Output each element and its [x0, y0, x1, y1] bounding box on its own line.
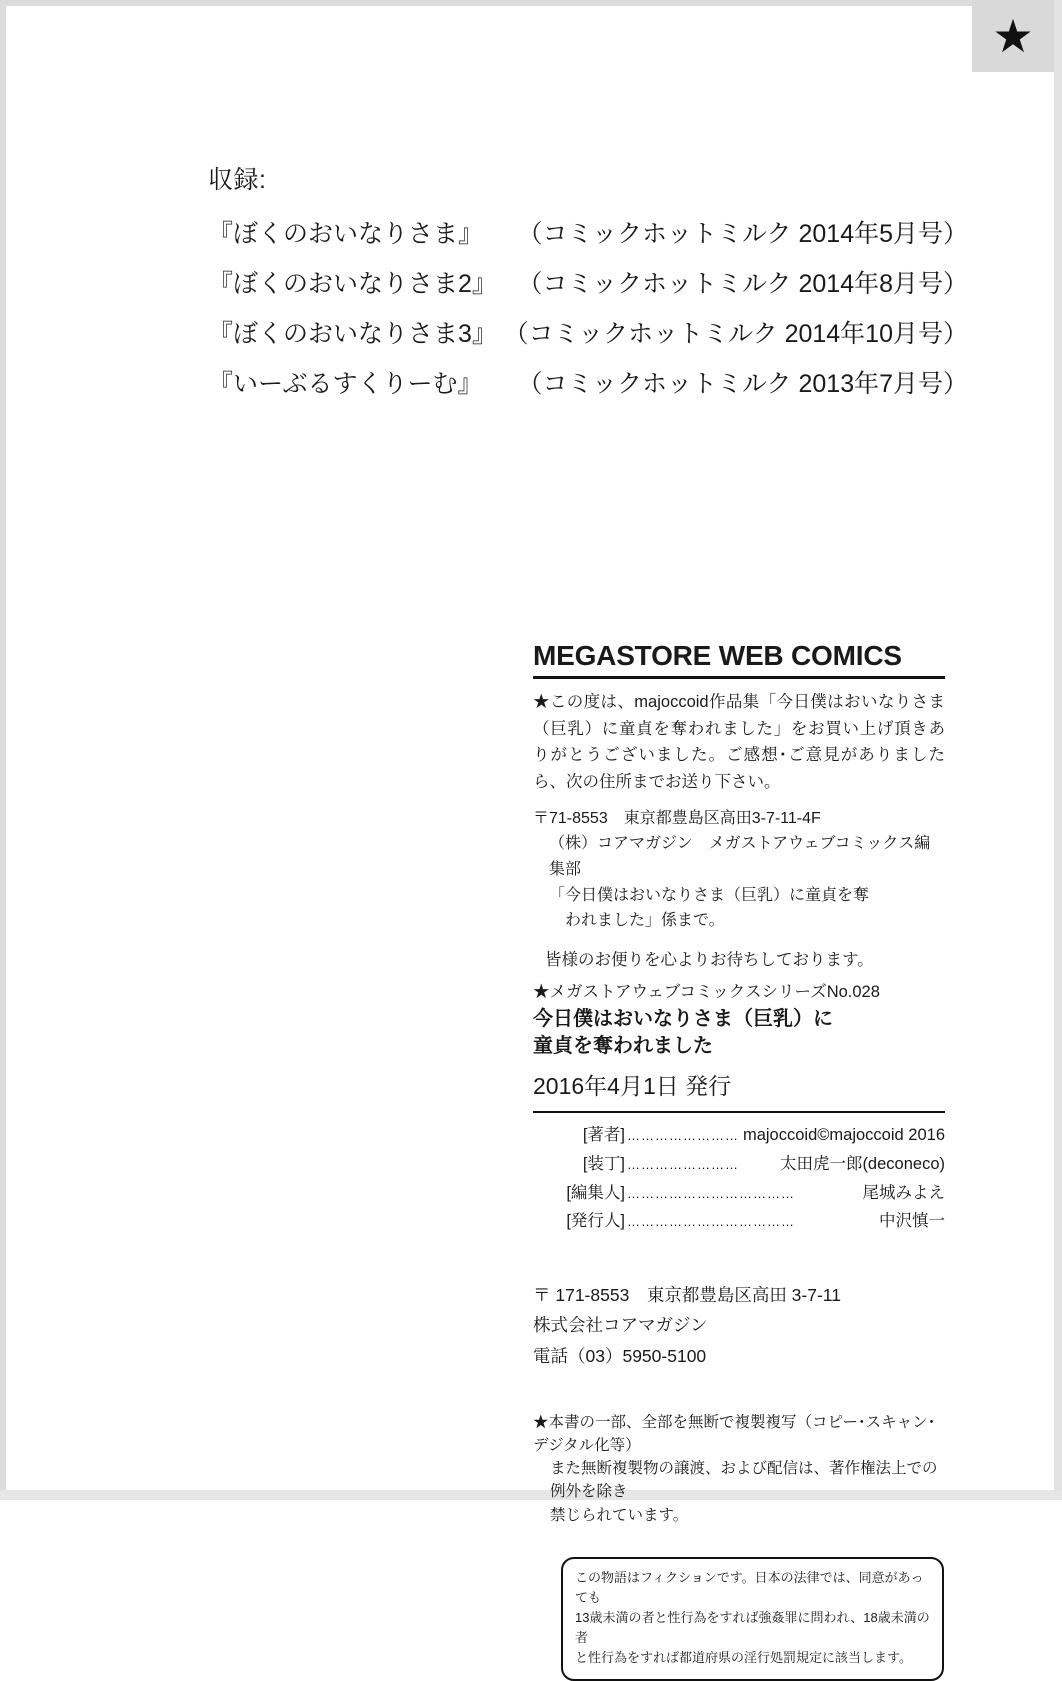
page-edge-top [0, 0, 1062, 6]
page-edge-left [0, 0, 6, 1500]
contents-row [208, 264, 968, 300]
contents-title: 『いーぶるすくりーむ』 [208, 370, 483, 398]
star-tab [972, 0, 1054, 72]
contents-source: （コミックホットミルク 2014年10月号） [503, 320, 968, 348]
credit-dots: …………………… [627, 1127, 739, 1143]
credit-dots: ……………………………… [627, 1214, 795, 1230]
publisher-line: 株式会社コアマガジン [533, 1315, 708, 1336]
star-icon: ★ [992, 10, 1034, 62]
thanks-paragraph: ★この度は、majoccoid作品集「今日僕はおいなりさま（巨乳）に童貞を奪われました」をお買い上げ頂きありがとうございました。ご感想･ご意見がありましたら、次の住所までお送り下さい。 [533, 693, 945, 792]
contents-heading: 収録: [208, 166, 267, 194]
contents-row [208, 214, 968, 250]
credit-label: [装丁] [582, 1154, 625, 1173]
credit-value: 中沢慎一 [879, 1212, 945, 1231]
notice-line: また無断複製物の譲渡、および配信は、著作権法上での例外を除き [550, 1460, 938, 1501]
credit-dots: …………………… [627, 1156, 739, 1172]
address-line: （株）コアマガジン メガストアウェブコミックス編集部 [549, 835, 931, 879]
disclaimer-line: 13歳未満の者と性行為をすれば強姦罪に問われ、18歳未満の者 [575, 1610, 930, 1646]
notice-line: 禁じられています。 [550, 1506, 689, 1524]
credit-label: [発行人] [566, 1212, 625, 1231]
contents-row [208, 364, 968, 400]
book-title [533, 1006, 945, 1060]
credit-value: 太田虎一郎(deconeco) [779, 1154, 945, 1173]
contents-section [208, 160, 968, 414]
address-line: 「今日僕はおいなりさま（巨乳）に童貞を奪 [549, 886, 870, 904]
address-line: われました」係まで。 [565, 912, 725, 930]
credit-copyright: ©majoccoid 2016 [817, 1125, 945, 1144]
series-number: ★メガストアウェブコミックスシリーズNo.028 [533, 982, 880, 1001]
divider [533, 676, 945, 679]
fiction-disclaimer-box [561, 1557, 944, 1681]
mail-note: 皆様のお便りを心よりお待ちしております。 [545, 950, 874, 969]
address-line: 〒71-8553 東京都豊島区高田3-7-11-4F [533, 809, 821, 827]
disclaimer-line: この物語はフィクションです。日本の法律では、同意があっても [575, 1569, 924, 1606]
contents-row [208, 314, 968, 350]
contents-title: 『ぼくのおいなりさま3』 [208, 320, 497, 348]
credit-label: [編集人] [566, 1183, 625, 1202]
editorial-address [533, 806, 945, 934]
contents-source: （コミックホットミルク 2014年5月号） [517, 220, 968, 248]
publication-date: 2016年4月1日 発行 [533, 1072, 732, 1099]
credit-value: 尾城みよえ [862, 1183, 945, 1202]
publisher-line: 電話（03）5950-5100 [533, 1345, 707, 1366]
credit-row [533, 1179, 945, 1208]
disclaimer-line: と性行為をすれば都道府県の淫行処罰規定に該当します。 [575, 1650, 912, 1666]
contents-title: 『ぼくのおいなりさま』 [208, 220, 484, 248]
page-edge-right [1054, 0, 1062, 1500]
credit-label: [著者] [582, 1125, 625, 1144]
contents-source: （コミックホットミルク 2014年8月号） [517, 270, 968, 298]
credit-dots: ……………………………… [627, 1185, 795, 1201]
book-title-line1: 今日僕はおいなりさま（巨乳）に [533, 1007, 833, 1030]
credit-row [533, 1121, 945, 1150]
credits-list [533, 1121, 945, 1237]
publisher-address [533, 1280, 945, 1370]
credit-value: majoccoid [742, 1125, 818, 1144]
copyright-notice [533, 1411, 945, 1527]
divider [533, 1111, 945, 1113]
book-title-line2: 童貞を奪われました [533, 1034, 713, 1057]
contents-title: 『ぼくのおいなりさま2』 [208, 270, 497, 298]
contents-source: （コミックホットミルク 2013年7月号） [517, 370, 968, 398]
credit-row [533, 1150, 945, 1179]
publisher-brand: MEGASTORE WEB COMICS [533, 640, 902, 671]
colophon-section [533, 640, 945, 1681]
credit-row [533, 1207, 945, 1236]
notice-line: ★本書の一部、全部を無断で複製複写（コピー･スキャン･デジタル化等） [533, 1413, 936, 1454]
publisher-line: 〒 171-8553 東京都豊島区高田 3-7-11 [533, 1285, 841, 1306]
